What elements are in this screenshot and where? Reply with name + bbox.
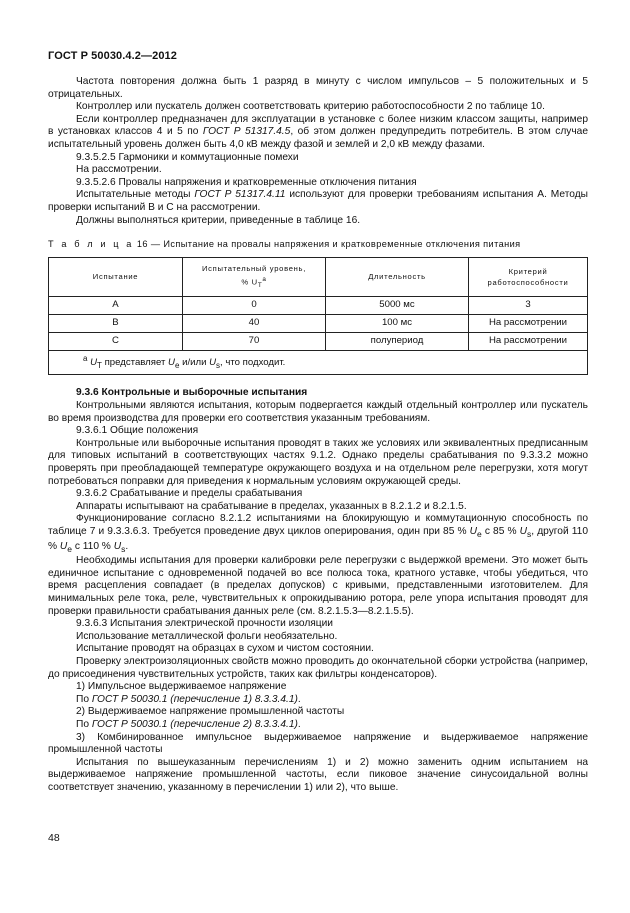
page-content	[48, 76, 588, 794]
table-cell: полупериод	[326, 332, 469, 350]
table-row	[49, 332, 588, 350]
section-heading: 9.3.6 Контрольные и выборочные испытания	[76, 387, 308, 399]
paragraph: Если контроллер предназначен для эксплуатации в установке с более низким классом защиты, например в установках классов 4 и 5 по ГОСТ Р 51317.4.5, об этом должен предупредить потребитель. В этом случае испытательный уровень должен быть 4,0 кВ между фазой и землей и 2,0 кВ между фазами.	[48, 113, 588, 150]
table-cell: 40	[183, 314, 326, 332]
paragraph: Контрольные или выборочные испытания проводят в таких же условиях или эквивалентных предписанным для типовых испытаний в соответствующих частях 9.1.2. Однако пределы срабатывания по 9.3.3.2 можно проверять при преобладающей температуре окружающего воздуха и на отдельном реле перегрузки, хотя могут потребоваться поправки для приведения к нормальным условиям окружающей среды.	[48, 437, 588, 487]
table-cell: 0	[183, 296, 326, 314]
paragraph: Частота повторения должна быть 1 разряд в минуту с числом импульсов – 5 положительных и 5 отрицательных.	[48, 76, 588, 100]
list-reference: По ГОСТ Р 50030.1 (перечисление 1) 8.3.3.4.1).	[76, 693, 301, 705]
list-item: 2) Выдерживаемое напряжение промышленной частоты	[76, 706, 345, 718]
list-item: 3) Комбинированное импульсное выдерживаемое напряжение и выдерживаемое напряжение промышленной частоты	[48, 731, 588, 756]
table-cell: 3	[469, 296, 588, 314]
clause-heading: 9.3.6.2 Срабатывание и пределы срабатывания	[76, 488, 303, 500]
table-cell: B	[49, 314, 183, 332]
table-footnote: $^a$ $U_T$ представляет $U_e$ и/или $U_s$, что подходит.	[49, 350, 588, 375]
paragraph: Функционирование согласно 8.2.1.2 испытаниями на блокирующую и коммутационную способность по таблице 7 и 9.3.3.6.3. Требуется проведение двух циклов оперирования, один при 85 % $U_e$ с 85 % $U_s$, другой 110 % $U_e$ с 110 % $U_s$.	[48, 513, 589, 554]
table-cell: 100 мс	[326, 314, 469, 332]
paragraph: Необходимы испытания для проверки калибровки реле перегрузки с выдержкой времени. Это может быть единичное испытание с одновременной подачей во все полюса тока, кратного уставке, чтобы убедиться, что время расцепления совпадает (в пределах допусков) с кривыми, представленными изготовителем. Для минимальных реле тока, реле, чувствительных к опрокидыванию ротора, реле упора испытания проводят для проверки правильности срабатывания данных реле (см. 8.2.1.5.3—8.2.1.5.5).	[48, 555, 588, 617]
table-cell: 70	[183, 332, 326, 350]
paragraph: Испытания по вышеуказанным перечислениям 1) и 2) можно заменить одним испытанием на выдерживаемое напряжение промышленной частоты, если пиковое значение синусоидальной волны соответствует значению, указанному в перечислении 1) или 2), что выше.	[48, 756, 588, 793]
clause-heading: 9.3.6.1 Общие положения	[76, 425, 199, 437]
table-header-cell: Критерий работоспособности	[469, 257, 588, 296]
table-header-cell: Испытательный уровень, % $U_T^a$	[183, 257, 326, 296]
table-cell: A	[49, 296, 183, 314]
page-number: 48	[48, 832, 60, 844]
paragraph: Контроллер или пускатель должен соответствовать критерию работоспособности 2 по таблице 10.	[76, 101, 545, 113]
table-cell: C	[49, 332, 183, 350]
table-row	[49, 314, 588, 332]
standard-reference: ГОСТ Р 50030.1 (перечисление 1) 8.3.3.4.1)	[91, 693, 298, 705]
table-caption: Т а б л и ц а 16 — Испытание на провалы напряжения и кратковременные отключения питания	[48, 239, 521, 250]
table-row	[49, 296, 588, 314]
table-header-cell: Длительность	[326, 257, 469, 296]
paragraph: Аппараты испытывают на срабатывание в пределах, указанных в 8.2.1.2 и 8.2.1.5.	[76, 500, 467, 512]
document-header: ГОСТ Р 50030.4.2—2012	[48, 50, 177, 62]
paragraph: Использование металлической фольги необязательно.	[76, 630, 338, 642]
clause-heading: 9.3.5.2.6 Провалы напряжения и кратковременные отключения питания	[76, 176, 417, 188]
paragraph: Должны выполняться критерии, приведенные в таблице 16.	[76, 214, 361, 226]
standard-reference: ГОСТ Р 50030.1 (перечисление 2) 8.3.3.4.1)	[91, 718, 298, 730]
table-header-cell: Испытание	[49, 257, 183, 296]
paragraph: На рассмотрении.	[76, 164, 162, 176]
standard-reference: ГОСТ Р 51317.4.11	[194, 189, 286, 201]
paragraph: Контрольными являются испытания, которым подвергается каждый отдельный контроллер или пускатель во время производства для проверки его соответствия указанным требованиям.	[48, 400, 588, 424]
standard-reference: ГОСТ Р 51317.4.5	[202, 126, 291, 138]
paragraph: Испытание проводят на образцах в сухом и чистом состоянии.	[76, 643, 374, 655]
table-note-row	[49, 350, 588, 375]
list-item: 1) Импульсное выдерживаемое напряжение	[76, 681, 287, 693]
table-cell: На рассмотрении	[469, 332, 588, 350]
clause-heading: 9.3.5.2.5 Гармоники и коммутационные помехи	[76, 151, 299, 163]
table-cell: На рассмотрении	[469, 314, 588, 332]
paragraph: Проверку электроизоляционных свойств можно проводить до окончательной сборки устройства (например, до присоединения чувствительных устройств, таких как фильтры конденсаторов).	[48, 655, 588, 680]
clause-heading: 9.3.6.3 Испытания электрической прочности изоляции	[76, 618, 333, 630]
table-cell: 5000 мс	[326, 296, 469, 314]
table-header-row	[49, 257, 588, 296]
paragraph: Испытательные методы ГОСТ Р 51317.4.11 используют для проверки требованиям испытания А. Методы проверки испытаний В и С на рассмотрении.	[48, 189, 588, 213]
table-16	[48, 257, 588, 376]
list-reference: По ГОСТ Р 50030.1 (перечисление 2) 8.3.3.4.1).	[76, 718, 301, 730]
